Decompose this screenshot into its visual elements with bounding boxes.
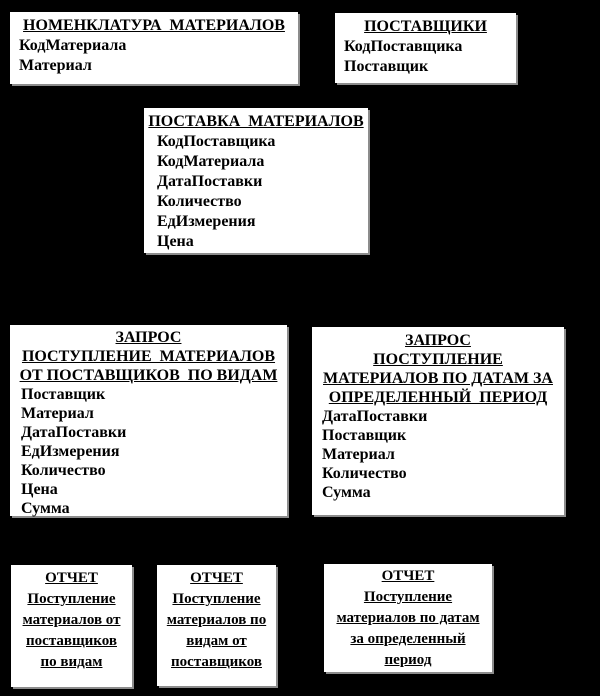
table-field: КодМатериала <box>157 153 265 170</box>
table-box-suppliers <box>335 13 516 83</box>
query-field: ДатаПоставки <box>322 408 428 425</box>
table-field: КодПоставщика <box>157 133 276 150</box>
table-box-supply-materials <box>144 108 368 253</box>
query-field: Поставщик <box>21 386 106 403</box>
report-box-from-suppliers-by-kind <box>11 565 132 687</box>
table-field: Цена <box>157 233 194 250</box>
table-field: Материал <box>19 57 92 74</box>
report-heading: ОТЧЕТ <box>45 570 98 586</box>
query-title: ПОСТУПЛЕНИЕ <box>373 351 503 368</box>
report-body-line: за определенный <box>350 631 466 647</box>
query-field: Цена <box>21 481 58 498</box>
table-title: ПОСТАВЩИКИ <box>364 18 487 35</box>
report-body-line: материалов по <box>166 612 267 628</box>
table-field: КодМатериала <box>19 37 127 54</box>
query-field: Сумма <box>21 500 70 517</box>
report-box-by-kind-from-suppliers <box>157 565 276 686</box>
table-title: ПОСТАВКА МАТЕРИАЛОВ <box>148 113 364 130</box>
report-body-line: видам от <box>186 633 247 649</box>
query-box-receipt-from-suppliers-by-kind <box>10 325 287 516</box>
query-title: ЗАПРОС <box>115 329 182 346</box>
report-body-line: Поступление <box>363 589 453 605</box>
report-box-by-dates-for-period <box>324 564 492 672</box>
report-heading: ОТЧЕТ <box>190 570 243 586</box>
table-title: НОМЕНКЛАТУРА МАТЕРИАЛОВ <box>23 17 285 34</box>
table-box-nomenclature-materials <box>10 12 298 84</box>
table-field: ЕдИзмерения <box>157 213 256 230</box>
query-field: Количество <box>21 462 106 479</box>
query-field: ЕдИзмерения <box>21 443 120 460</box>
query-field: Материал <box>322 446 395 463</box>
query-field: Материал <box>21 405 94 422</box>
report-body-line: период <box>384 652 432 668</box>
report-heading: ОТЧЕТ <box>381 568 435 584</box>
query-field: Количество <box>322 465 407 482</box>
report-body-line: поставщиков <box>171 654 262 670</box>
report-body-line: материалов от <box>22 612 121 628</box>
table-field: КодПоставщика <box>344 38 463 55</box>
query-title: ПОСТУПЛЕНИЕ МАТЕРИАЛОВ <box>21 348 276 365</box>
query-field: Сумма <box>322 484 371 501</box>
query-title: ОТ ПОСТАВЩИКОВ ПО ВИДАМ <box>19 367 278 384</box>
report-body-line: поставщиков <box>26 633 117 649</box>
table-field: Количество <box>157 193 242 210</box>
query-title: ЗАПРОС <box>405 332 471 349</box>
report-body-line: Поступление <box>27 591 116 607</box>
report-body-line: материалов по датам <box>336 610 480 626</box>
table-field: Поставщик <box>344 58 429 75</box>
report-body-line: по видам <box>40 654 103 670</box>
query-title: МАТЕРИАЛОВ ПО ДАТАМ ЗА <box>323 370 553 387</box>
table-field: ДатаПоставки <box>157 173 263 190</box>
query-field: ДатаПоставки <box>21 424 127 441</box>
query-field: Поставщик <box>322 427 407 444</box>
query-title: ОПРЕДЕЛЕННЫЙ ПЕРИОД <box>328 389 548 406</box>
query-box-receipt-by-dates-for-period <box>312 327 564 515</box>
report-body-line: Поступление <box>172 591 261 607</box>
